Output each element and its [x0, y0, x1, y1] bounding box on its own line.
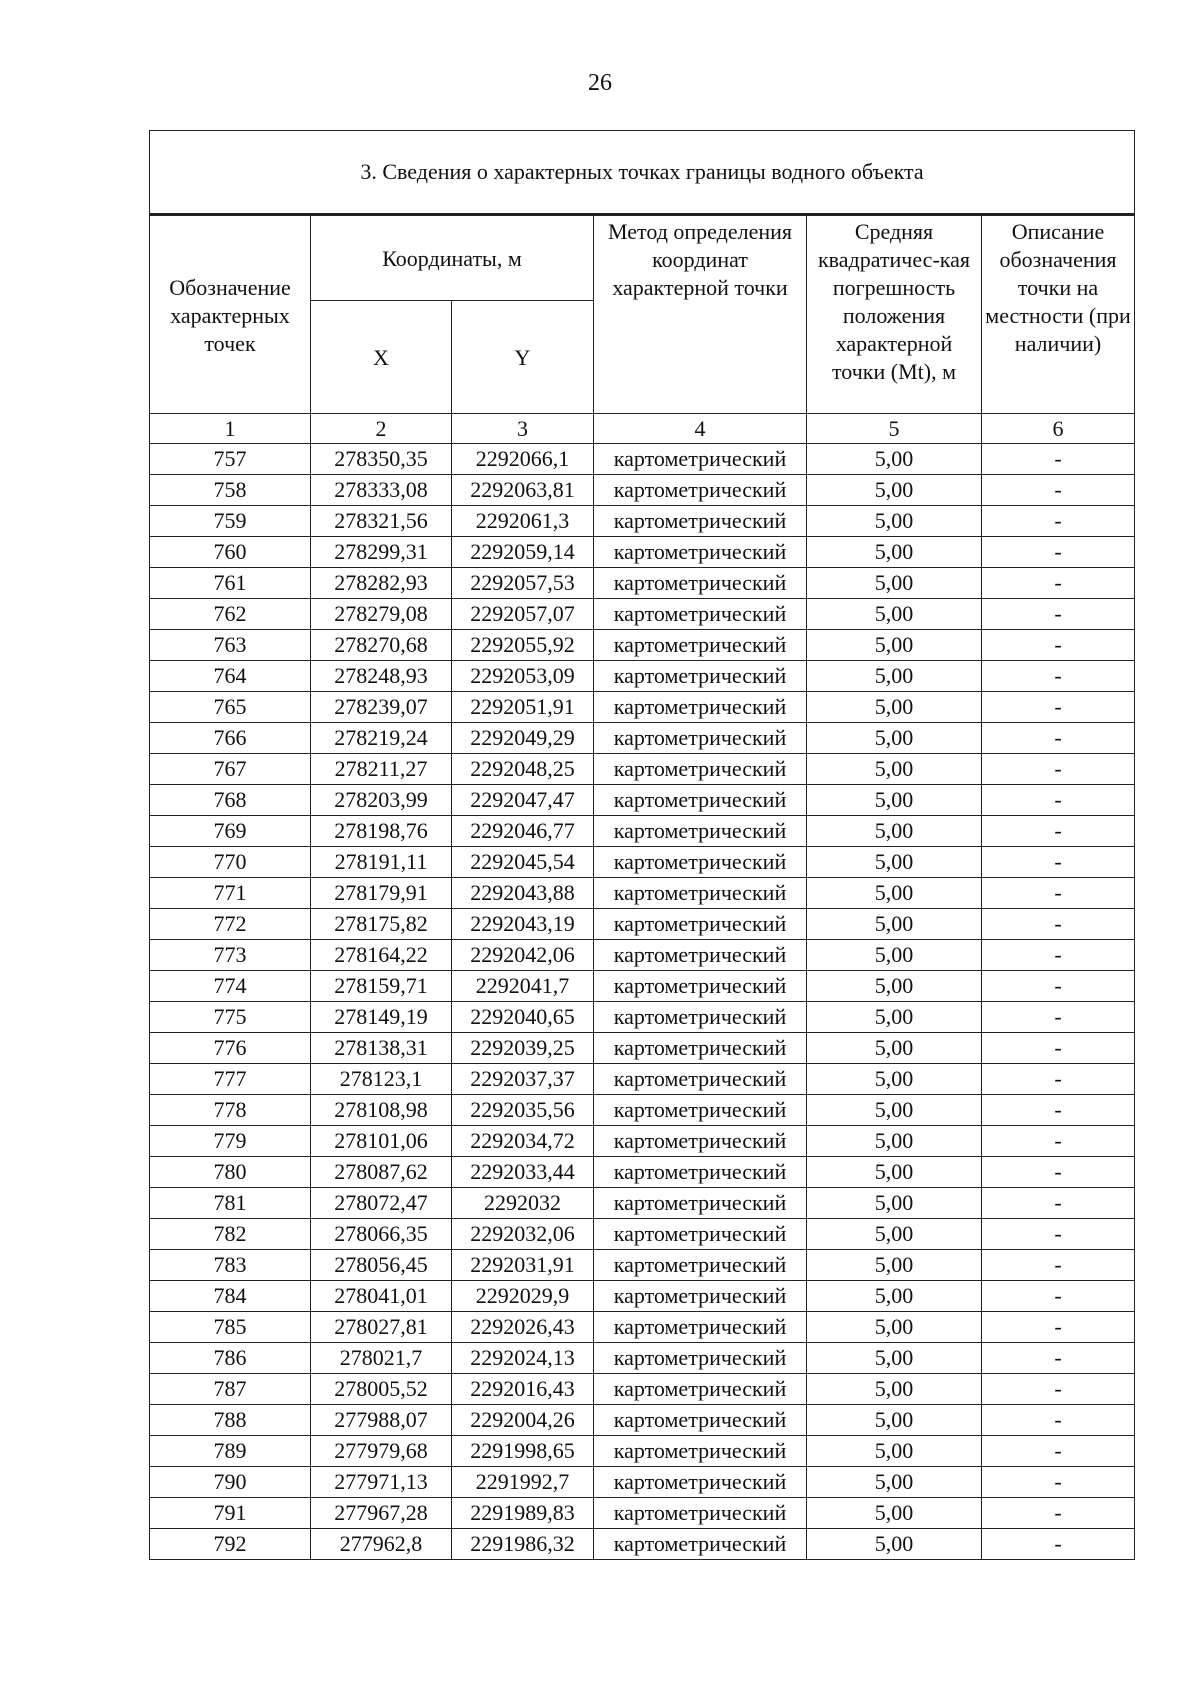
y-coordinate-cell: 2292026,43	[452, 1312, 594, 1343]
point-id-cell: 788	[150, 1405, 311, 1436]
points-table-container	[149, 130, 1134, 1560]
point-id-cell: 769	[150, 816, 311, 847]
description-cell: -	[982, 971, 1135, 1002]
y-coordinate-cell: 2292048,25	[452, 754, 594, 785]
x-coordinate-cell: 277971,13	[311, 1467, 452, 1498]
table-row	[150, 1529, 1135, 1560]
table-row	[150, 878, 1135, 909]
error-cell: 5,00	[807, 630, 982, 661]
description-cell: -	[982, 599, 1135, 630]
error-cell: 5,00	[807, 1498, 982, 1529]
error-cell: 5,00	[807, 444, 982, 475]
point-id-cell: 763	[150, 630, 311, 661]
error-cell: 5,00	[807, 723, 982, 754]
description-cell: -	[982, 1343, 1135, 1374]
y-coordinate-cell: 2292040,65	[452, 1002, 594, 1033]
boundary-points-table	[149, 130, 1135, 1560]
y-coordinate-cell: 2292063,81	[452, 475, 594, 506]
point-id-cell: 764	[150, 661, 311, 692]
method-cell: картометрический	[594, 599, 807, 630]
table-row	[150, 444, 1135, 475]
point-id-cell: 772	[150, 909, 311, 940]
point-id-cell: 767	[150, 754, 311, 785]
y-coordinate-cell: 2292037,37	[452, 1064, 594, 1095]
error-cell: 5,00	[807, 1250, 982, 1281]
point-id-cell: 765	[150, 692, 311, 723]
table-row	[150, 1467, 1135, 1498]
x-coordinate-cell: 278219,24	[311, 723, 452, 754]
description-cell: -	[982, 1405, 1135, 1436]
error-cell: 5,00	[807, 1188, 982, 1219]
x-coordinate-cell: 278239,07	[311, 692, 452, 723]
header-coordinates: Координаты, м	[311, 215, 594, 301]
description-cell: -	[982, 475, 1135, 506]
description-cell: -	[982, 723, 1135, 754]
x-coordinate-cell: 278175,82	[311, 909, 452, 940]
error-cell: 5,00	[807, 1374, 982, 1405]
table-row	[150, 1343, 1135, 1374]
method-cell: картометрический	[594, 661, 807, 692]
error-cell: 5,00	[807, 1281, 982, 1312]
column-number: 3	[452, 414, 594, 444]
method-cell: картометрический	[594, 1529, 807, 1560]
table-row	[150, 568, 1135, 599]
point-id-cell: 780	[150, 1157, 311, 1188]
x-coordinate-cell: 278191,11	[311, 847, 452, 878]
y-coordinate-cell: 2292051,91	[452, 692, 594, 723]
method-cell: картометрический	[594, 1064, 807, 1095]
column-number: 4	[594, 414, 807, 444]
description-cell: -	[982, 630, 1135, 661]
description-cell: -	[982, 1498, 1135, 1529]
method-cell: картометрический	[594, 1436, 807, 1467]
y-coordinate-cell: 2291989,83	[452, 1498, 594, 1529]
description-cell: -	[982, 661, 1135, 692]
method-cell: картометрический	[594, 1188, 807, 1219]
method-cell: картометрический	[594, 692, 807, 723]
point-id-cell: 787	[150, 1374, 311, 1405]
y-coordinate-cell: 2292042,06	[452, 940, 594, 971]
description-cell: -	[982, 1033, 1135, 1064]
description-cell: -	[982, 785, 1135, 816]
error-cell: 5,00	[807, 692, 982, 723]
point-id-cell: 771	[150, 878, 311, 909]
method-cell: картометрический	[594, 1467, 807, 1498]
page-number: 26	[588, 70, 612, 96]
table-body	[150, 444, 1135, 1560]
y-coordinate-cell: 2292046,77	[452, 816, 594, 847]
description-cell: -	[982, 816, 1135, 847]
table-row	[150, 1312, 1135, 1343]
table-row	[150, 506, 1135, 537]
point-id-cell: 776	[150, 1033, 311, 1064]
error-cell: 5,00	[807, 1467, 982, 1498]
y-coordinate-cell: 2292034,72	[452, 1126, 594, 1157]
x-coordinate-cell: 278179,91	[311, 878, 452, 909]
error-cell: 5,00	[807, 1157, 982, 1188]
y-coordinate-cell: 2292039,25	[452, 1033, 594, 1064]
x-coordinate-cell: 278159,71	[311, 971, 452, 1002]
y-coordinate-cell: 2292055,92	[452, 630, 594, 661]
y-coordinate-cell: 2292031,91	[452, 1250, 594, 1281]
error-cell: 5,00	[807, 1312, 982, 1343]
y-coordinate-cell: 2292053,09	[452, 661, 594, 692]
table-row	[150, 1002, 1135, 1033]
error-cell: 5,00	[807, 475, 982, 506]
x-coordinate-cell: 278056,45	[311, 1250, 452, 1281]
table-row	[150, 1405, 1135, 1436]
x-coordinate-cell: 278066,35	[311, 1219, 452, 1250]
y-coordinate-cell: 2292041,7	[452, 971, 594, 1002]
point-id-cell: 770	[150, 847, 311, 878]
error-cell: 5,00	[807, 568, 982, 599]
method-cell: картометрический	[594, 1498, 807, 1529]
y-coordinate-cell: 2292043,88	[452, 878, 594, 909]
description-cell: -	[982, 692, 1135, 723]
x-coordinate-cell: 278321,56	[311, 506, 452, 537]
point-id-cell: 774	[150, 971, 311, 1002]
point-id-cell: 792	[150, 1529, 311, 1560]
method-cell: картометрический	[594, 506, 807, 537]
error-cell: 5,00	[807, 1219, 982, 1250]
header-x: X	[311, 301, 452, 414]
point-id-cell: 781	[150, 1188, 311, 1219]
table-row	[150, 723, 1135, 754]
description-cell: -	[982, 444, 1135, 475]
y-coordinate-cell: 2292033,44	[452, 1157, 594, 1188]
error-cell: 5,00	[807, 1405, 982, 1436]
y-coordinate-cell: 2292043,19	[452, 909, 594, 940]
table-row	[150, 847, 1135, 878]
point-id-cell: 789	[150, 1436, 311, 1467]
method-cell: картометрический	[594, 1281, 807, 1312]
x-coordinate-cell: 278041,01	[311, 1281, 452, 1312]
description-cell: -	[982, 1126, 1135, 1157]
table-row	[150, 1374, 1135, 1405]
x-coordinate-cell: 278203,99	[311, 785, 452, 816]
x-coordinate-cell: 278108,98	[311, 1095, 452, 1126]
description-cell: -	[982, 1157, 1135, 1188]
description-cell: -	[982, 1188, 1135, 1219]
table-row	[150, 940, 1135, 971]
point-id-cell: 757	[150, 444, 311, 475]
point-id-cell: 777	[150, 1064, 311, 1095]
error-cell: 5,00	[807, 537, 982, 568]
x-coordinate-cell: 277988,07	[311, 1405, 452, 1436]
table-row	[150, 971, 1135, 1002]
header-method: Метод определения координат характерной точки	[594, 215, 807, 414]
method-cell: картометрический	[594, 940, 807, 971]
y-coordinate-cell: 2292035,56	[452, 1095, 594, 1126]
method-cell: картометрический	[594, 1095, 807, 1126]
error-cell: 5,00	[807, 1002, 982, 1033]
error-cell: 5,00	[807, 1033, 982, 1064]
description-cell: -	[982, 1529, 1135, 1560]
table-row	[150, 1436, 1135, 1467]
description-cell: -	[982, 1467, 1135, 1498]
point-id-cell: 768	[150, 785, 311, 816]
table-row	[150, 1250, 1135, 1281]
method-cell: картометрический	[594, 1312, 807, 1343]
x-coordinate-cell: 278279,08	[311, 599, 452, 630]
column-number: 5	[807, 414, 982, 444]
method-cell: картометрический	[594, 1002, 807, 1033]
error-cell: 5,00	[807, 599, 982, 630]
column-number: 6	[982, 414, 1135, 444]
error-cell: 5,00	[807, 1436, 982, 1467]
point-id-cell: 761	[150, 568, 311, 599]
point-id-cell: 778	[150, 1095, 311, 1126]
method-cell: картометрический	[594, 878, 807, 909]
x-coordinate-cell: 278138,31	[311, 1033, 452, 1064]
description-cell: -	[982, 909, 1135, 940]
column-number: 1	[150, 414, 311, 444]
error-cell: 5,00	[807, 1529, 982, 1560]
error-cell: 5,00	[807, 1064, 982, 1095]
point-id-cell: 791	[150, 1498, 311, 1529]
y-coordinate-cell: 2292032,06	[452, 1219, 594, 1250]
error-cell: 5,00	[807, 1126, 982, 1157]
y-coordinate-cell: 2292045,54	[452, 847, 594, 878]
column-numbers-row	[150, 414, 1135, 444]
method-cell: картометрический	[594, 754, 807, 785]
method-cell: картометрический	[594, 1374, 807, 1405]
table-row	[150, 1064, 1135, 1095]
error-cell: 5,00	[807, 661, 982, 692]
description-cell: -	[982, 1312, 1135, 1343]
table-row	[150, 816, 1135, 847]
error-cell: 5,00	[807, 1095, 982, 1126]
description-cell: -	[982, 1250, 1135, 1281]
method-cell: картометрический	[594, 630, 807, 661]
x-coordinate-cell: 278123,1	[311, 1064, 452, 1095]
x-coordinate-cell: 278333,08	[311, 475, 452, 506]
error-cell: 5,00	[807, 754, 982, 785]
error-cell: 5,00	[807, 785, 982, 816]
point-id-cell: 790	[150, 1467, 311, 1498]
x-coordinate-cell: 278282,93	[311, 568, 452, 599]
method-cell: картометрический	[594, 475, 807, 506]
y-coordinate-cell: 2292032	[452, 1188, 594, 1219]
method-cell: картометрический	[594, 971, 807, 1002]
method-cell: картометрический	[594, 909, 807, 940]
method-cell: картометрический	[594, 444, 807, 475]
description-cell: -	[982, 1095, 1135, 1126]
table-row	[150, 754, 1135, 785]
table-row	[150, 1157, 1135, 1188]
table-row	[150, 599, 1135, 630]
method-cell: картометрический	[594, 847, 807, 878]
method-cell: картометрический	[594, 1250, 807, 1281]
method-cell: картометрический	[594, 785, 807, 816]
point-id-cell: 773	[150, 940, 311, 971]
description-cell: -	[982, 1219, 1135, 1250]
description-cell: -	[982, 1064, 1135, 1095]
error-cell: 5,00	[807, 506, 982, 537]
y-coordinate-cell: 2291986,32	[452, 1529, 594, 1560]
point-id-cell: 786	[150, 1343, 311, 1374]
x-coordinate-cell: 278101,06	[311, 1126, 452, 1157]
method-cell: картометрический	[594, 1343, 807, 1374]
table-row	[150, 1219, 1135, 1250]
table-row	[150, 537, 1135, 568]
column-number: 2	[311, 414, 452, 444]
x-coordinate-cell: 278149,19	[311, 1002, 452, 1033]
y-coordinate-cell: 2292057,53	[452, 568, 594, 599]
table-row	[150, 475, 1135, 506]
y-coordinate-cell: 2292059,14	[452, 537, 594, 568]
method-cell: картометрический	[594, 1219, 807, 1250]
description-cell: -	[982, 754, 1135, 785]
x-coordinate-cell: 277962,8	[311, 1529, 452, 1560]
y-coordinate-cell: 2291998,65	[452, 1436, 594, 1467]
y-coordinate-cell: 2292066,1	[452, 444, 594, 475]
method-cell: картометрический	[594, 1033, 807, 1064]
method-cell: картометрический	[594, 816, 807, 847]
y-coordinate-cell: 2291992,7	[452, 1467, 594, 1498]
x-coordinate-cell: 278087,62	[311, 1157, 452, 1188]
description-cell: -	[982, 506, 1135, 537]
point-id-cell: 783	[150, 1250, 311, 1281]
x-coordinate-cell: 277967,28	[311, 1498, 452, 1529]
x-coordinate-cell: 278164,22	[311, 940, 452, 971]
y-coordinate-cell: 2292029,9	[452, 1281, 594, 1312]
point-id-cell: 782	[150, 1219, 311, 1250]
point-id-cell: 758	[150, 475, 311, 506]
table-row	[150, 661, 1135, 692]
point-id-cell: 779	[150, 1126, 311, 1157]
y-coordinate-cell: 2292004,26	[452, 1405, 594, 1436]
table-row	[150, 1033, 1135, 1064]
method-cell: картометрический	[594, 568, 807, 599]
y-coordinate-cell: 2292049,29	[452, 723, 594, 754]
header-designation: Обозначение характерных точек	[150, 215, 311, 414]
point-id-cell: 766	[150, 723, 311, 754]
description-cell: -	[982, 847, 1135, 878]
method-cell: картометрический	[594, 1157, 807, 1188]
table-row	[150, 909, 1135, 940]
error-cell: 5,00	[807, 909, 982, 940]
table-row	[150, 1498, 1135, 1529]
point-id-cell: 760	[150, 537, 311, 568]
description-cell: -	[982, 1281, 1135, 1312]
x-coordinate-cell: 278248,93	[311, 661, 452, 692]
point-id-cell: 785	[150, 1312, 311, 1343]
point-id-cell: 775	[150, 1002, 311, 1033]
table-row	[150, 1281, 1135, 1312]
description-cell: -	[982, 537, 1135, 568]
table-row	[150, 785, 1135, 816]
method-cell: картометрический	[594, 1405, 807, 1436]
table-row	[150, 692, 1135, 723]
error-cell: 5,00	[807, 878, 982, 909]
table-row	[150, 630, 1135, 661]
x-coordinate-cell: 278027,81	[311, 1312, 452, 1343]
x-coordinate-cell: 278005,52	[311, 1374, 452, 1405]
y-coordinate-cell: 2292057,07	[452, 599, 594, 630]
y-coordinate-cell: 2292024,13	[452, 1343, 594, 1374]
x-coordinate-cell: 278299,31	[311, 537, 452, 568]
x-coordinate-cell: 278350,35	[311, 444, 452, 475]
method-cell: картометрический	[594, 537, 807, 568]
point-id-cell: 762	[150, 599, 311, 630]
x-coordinate-cell: 277979,68	[311, 1436, 452, 1467]
header-description: Описание обозначения точки на местности (при наличии)	[982, 215, 1135, 414]
x-coordinate-cell: 278072,47	[311, 1188, 452, 1219]
error-cell: 5,00	[807, 816, 982, 847]
table-row	[150, 1126, 1135, 1157]
y-coordinate-cell: 2292047,47	[452, 785, 594, 816]
description-cell: -	[982, 1436, 1135, 1467]
x-coordinate-cell: 278211,27	[311, 754, 452, 785]
method-cell: картометрический	[594, 723, 807, 754]
error-cell: 5,00	[807, 1343, 982, 1374]
y-coordinate-cell: 2292061,3	[452, 506, 594, 537]
description-cell: -	[982, 1374, 1135, 1405]
description-cell: -	[982, 568, 1135, 599]
y-coordinate-cell: 2292016,43	[452, 1374, 594, 1405]
error-cell: 5,00	[807, 847, 982, 878]
header-y: Y	[452, 301, 594, 414]
table-row	[150, 1095, 1135, 1126]
header-error: Средняя квадратичес-кая погрешность положения характерной точки (Mt), м	[807, 215, 982, 414]
error-cell: 5,00	[807, 971, 982, 1002]
error-cell: 5,00	[807, 940, 982, 971]
table-row	[150, 1188, 1135, 1219]
x-coordinate-cell: 278270,68	[311, 630, 452, 661]
description-cell: -	[982, 1002, 1135, 1033]
description-cell: -	[982, 940, 1135, 971]
method-cell: картометрический	[594, 1126, 807, 1157]
x-coordinate-cell: 278198,76	[311, 816, 452, 847]
description-cell: -	[982, 878, 1135, 909]
x-coordinate-cell: 278021,7	[311, 1343, 452, 1374]
point-id-cell: 759	[150, 506, 311, 537]
point-id-cell: 784	[150, 1281, 311, 1312]
table-title: 3. Сведения о характерных точках границы водного объекта	[150, 131, 1135, 215]
